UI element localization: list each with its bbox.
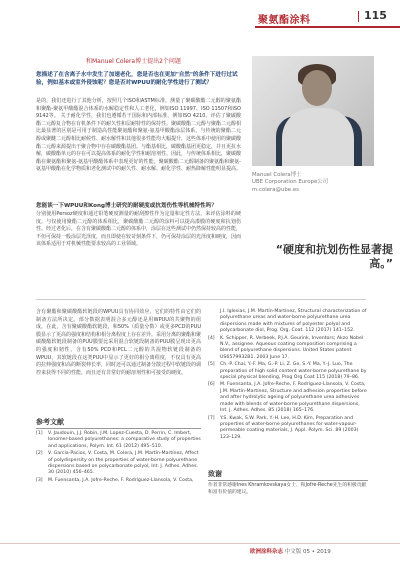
header-divider — [358, 11, 359, 22]
caption-email: m.colera@ube.es — [252, 186, 299, 193]
conclusion-paragraph: 含有聚酯和聚碳酸酯软链段的WPUU具有协同效应，它们的特性由它们的制备方法所决定。部分数据表明混合多元醇还是用WPUU的共聚物的组成。在此，含有聚碳酸酯软链段，和50%（质量分数）或更多PCD的PUU膜显示了更高的强度和结构和相分离程度上存在差异。采用分离的聚酯和聚碳酸酯软链段制备的PUU膜要比采用混合软链段制备的PUU膜呈现出更高的强度和韧性，含有50% PCD和PCL二元醇的共混物软链段制备的WPUU，其软链段在这类PUU中显示了更好的相分离程度，不仅具有更高的拉伸强度和高的断裂伸长率，同时还可以通过制备分散过程中软链段的调控来获得不同的性能，而且还有非常好的耐溶剂性和可接受的硬度。 — [36, 309, 202, 376]
pull-quote: “硬度和抗划伤性显著提高。” — [275, 243, 393, 270]
photo-caption — [252, 172, 382, 194]
footer-edition: 中文版 — [284, 549, 302, 555]
footer — [250, 547, 331, 555]
header-rule — [255, 26, 400, 28]
caption-name: Manuel Colera博士 — [252, 172, 302, 178]
reference-item: [5] Ch.-P. Chai, Y.-F. Ma, G.-P. Li, Z. Ge, S.-Y. Ma, Y.-J. Luo, The preparation of high solid content water-borne polyurethane by special physical blending, Prog Org Coat 115 (2018) 79–86. — [208, 362, 367, 381]
references-rule — [36, 428, 201, 429]
question-heading: 您能谈一下WPUU和Kong博士研究的耐硬度或抗划伤性等机械特性吗？ — [36, 203, 217, 209]
caption-org: UBE Corporation Europe公司 — [252, 179, 329, 186]
reference-item: [4] K. Schipper, R. Verbeek, P.J.A. Geurink, Inventors; Akzo Nobel N.V., assignee. Aqueous coating composition comprising a blend of polyurethane dispersions. United States patent US6579932B1. 2003 June 17. — [208, 335, 364, 360]
references-heading: 参考文献 — [36, 418, 64, 426]
answer-paragraph: 是的，我们还进行了其他分析，按照几个ISO和ASTM标准，测量了聚碳酸酯二元醇的聚氨酯和聚酯-聚氨甲酸酯混合体系的水解稳定性和人工老化，例如ISO 11997、ISO 11507和ISO 9142等。 关于耐化学性，我们也遵循若干国际和内部标准，例如ISO 4210。评估了聚碳酸酯二元醇复合物在有机条件下的耐久性和层耐特性的保持性。聚碳酸酯二元醇与聚酯二元醇相比最显著的区别是可用于制造高性能聚氨酯和聚氨-氨基甲酸酯涂层体系，与传统的聚酯二元醇或聚醚二元醇相比耐候性、耐水解性和其他很多性能均大幅提升，这些体系中使用的聚碳酸酯二元醇来源提出于聚合物中存在碳酸酯基团。与酯基相比，碳酸酯基团更稳定，并且更抗水解，碳酸酯单元的存在可以提高体系的耐化学性和耐溶剂性。因此，与传统体系相比，聚碳酸酯在聚氨酯和聚氨-氨基甲酸酯体系中表现更好的性能。聚碳酸酯二元醇制备的聚氨酯和聚氨-氨基甲酸酯在化学物质和老化测试中的耐久性、耐水解、耐化学性、耐热降解性能明显提高。 — [36, 98, 242, 173]
acknowledgement-heading: 致谢 — [208, 470, 222, 478]
interview-attribution: 和Manuel Colera博士提出2个问题 — [86, 58, 181, 65]
reference-item: [7] Y.S. Kwak, S.W. Park, Y.-H. Lee, H.D. Kim, Preparation and properties of water-borne polyurethanes for water-vapour-permeable coating materials, J. Appl. Polym. Sci. 89 (2003) 123–129. — [208, 415, 359, 440]
portrait-photo — [252, 56, 374, 166]
reference-item: [2] V. García-Pacios, V. Costa, M. Colera, J.M. Martín-Martínez, Affect of polydispersity on the properties of water-borne polyurethane dispersions based on polycarbonate polyol, Int. J. Adhes. Adhes. 30 (2010) 456–465. — [36, 451, 199, 476]
reference-item: J.I. Iglesias, J.M. Martín-Martínez, Structural characterization of polyurethane ureas and water-borne polyurethane urea dispersions made with mixtures of polyester polyol and polycarbonate diol, Prog. Org. Coat. 112 (2017) 141–152. — [220, 309, 367, 334]
section-divider — [36, 299, 366, 300]
acknowledgement-text: 作者非常感谢Ines Khramkovskaya女士、和Jofre-Reche先生的积极贡献和富有价值的建议。 — [208, 483, 367, 495]
answer-paragraph-2: 分别使用Persoz硬度和通过铅笔硬度测量的耐刮擦性作为定量和定性方法，来评估涂料的硬度。与仅使用聚酯二元醇的体系相比，聚碳酸酯二元醇的涂料可以提高漆膜的硬度和抗划伤性。经过老化后，在含有聚碳酸酯二元醇的体系中，涂层在这些测试中仍然保持较高的性能，不但可保持一般涂层光泽度，而且即使在较苛刻条件下，仍可保持涂层的光泽度和硬度，因而该体系适用于对机械性能要求较高的工业领域。 — [36, 211, 242, 248]
acknowledgement-rule — [208, 480, 368, 481]
footer-rule — [0, 543, 400, 544]
reference-item: [6] M. Fuensanta, J.A. Jofre-Reche, F. Rodríguez-Llansola, V. Costa, J.M. Martín-Martínez, Structure and adhesion properties before and after hydrolytic ageing of polyurethane urea adhesives made with blends of water-borne polyurethane dispersions, Int. J. Adhes. Adhes. 85 (2018) 165–176. — [208, 382, 367, 414]
reference-item: [3] M. Fuensanta, J.A. Jofre-Reche, F. Rodríguez-Llansola, V. Costa, — [36, 477, 194, 483]
footer-issue: 05 • 2019 — [303, 549, 331, 555]
interview-question: 您描述了在含离子水中发生了加速老化，您是否也在更加"自然"的条件下进行过试验，例如基本或室外侵蚀呢？您是否对WPUU的耐化学性进行了测试？ — [36, 72, 238, 86]
references-list-right — [208, 309, 368, 442]
page-number: 115 — [364, 9, 387, 22]
reference-item: [1] V. Jaudouin, J.J. Robin, J.M. Lopez-Cuesta, D. Perrin, C. Imbert, Ionomer-based polyurethanes: a comparative study of properties and applications, Polym. Int. 61 (2012) 495–510. — [36, 431, 201, 449]
references-list-left — [36, 431, 201, 485]
footer-magazine: 欧洲涂料杂志 — [250, 549, 284, 555]
section-title: 聚氨酯涂料 — [258, 15, 311, 26]
